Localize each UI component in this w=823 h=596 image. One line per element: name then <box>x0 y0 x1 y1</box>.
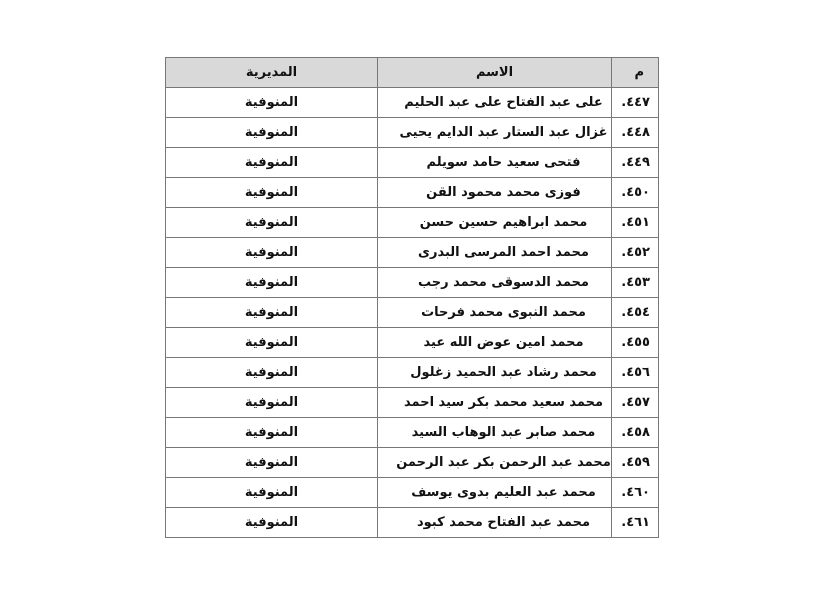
row-name: محمد ابراهيم حسين حسن <box>378 208 612 238</box>
row-number: ٤٤٧. <box>612 88 659 118</box>
row-directorate: المنوفية <box>166 118 378 148</box>
row-number: ٤٥١. <box>612 208 659 238</box>
row-name: على عبد الفتاح على عبد الحليم <box>378 88 612 118</box>
table-row <box>166 268 659 298</box>
table-row <box>166 418 659 448</box>
row-name: فوزى محمد محمود القن <box>378 178 612 208</box>
table-row <box>166 208 659 238</box>
row-directorate: المنوفية <box>166 448 378 478</box>
row-directorate: المنوفية <box>166 268 378 298</box>
table-row <box>166 388 659 418</box>
table-row <box>166 298 659 328</box>
table-row <box>166 238 659 268</box>
row-number: ٤٥٩. <box>612 448 659 478</box>
row-name: غزال عبد الستار عبد الدايم يحيى <box>378 118 612 148</box>
table-header-row <box>166 58 659 88</box>
row-number: ٤٦١. <box>612 508 659 538</box>
row-directorate: المنوفية <box>166 238 378 268</box>
row-number: ٤٥٥. <box>612 328 659 358</box>
table-row <box>166 148 659 178</box>
row-name: فتحى سعيد حامد سويلم <box>378 148 612 178</box>
row-directorate: المنوفية <box>166 178 378 208</box>
row-directorate: المنوفية <box>166 358 378 388</box>
names-table <box>165 57 659 538</box>
row-name: محمد سعيد محمد بكر سيد احمد <box>378 388 612 418</box>
row-name: محمد امين عوض الله عيد <box>378 328 612 358</box>
row-directorate: المنوفية <box>166 388 378 418</box>
row-name: محمد عبد الفتاح محمد كبود <box>378 508 612 538</box>
row-name: محمد الدسوقى محمد رجب <box>378 268 612 298</box>
row-directorate: المنوفية <box>166 88 378 118</box>
row-directorate: المنوفية <box>166 298 378 328</box>
header-num: م <box>612 58 659 88</box>
row-name: محمد احمد المرسى البدرى <box>378 238 612 268</box>
row-number: ٤٥٦. <box>612 358 659 388</box>
table-row <box>166 508 659 538</box>
row-directorate: المنوفية <box>166 208 378 238</box>
row-name: محمد عبد العليم بدوى يوسف <box>378 478 612 508</box>
row-number: ٤٤٩. <box>612 148 659 178</box>
row-directorate: المنوفية <box>166 328 378 358</box>
row-directorate: المنوفية <box>166 508 378 538</box>
header-name: الاسم <box>378 58 612 88</box>
row-directorate: المنوفية <box>166 148 378 178</box>
row-name: محمد رشاد عبد الحميد زغلول <box>378 358 612 388</box>
row-name: محمد النبوى محمد فرحات <box>378 298 612 328</box>
table-row <box>166 448 659 478</box>
table-body <box>166 88 659 538</box>
row-number: ٤٥٤. <box>612 298 659 328</box>
table-row <box>166 358 659 388</box>
table-row <box>166 118 659 148</box>
row-number: ٤٥٧. <box>612 388 659 418</box>
table-row <box>166 328 659 358</box>
row-directorate: المنوفية <box>166 478 378 508</box>
row-number: ٤٥٨. <box>612 418 659 448</box>
row-name: محمد صابر عبد الوهاب السيد <box>378 418 612 448</box>
row-directorate: المنوفية <box>166 418 378 448</box>
row-name: محمد عبد الرحمن بكر عبد الرحمن <box>378 448 612 478</box>
row-number: ٤٥٢. <box>612 238 659 268</box>
row-number: ٤٦٠. <box>612 478 659 508</box>
row-number: ٤٥٣. <box>612 268 659 298</box>
table-row <box>166 88 659 118</box>
table-row <box>166 478 659 508</box>
row-number: ٤٥٠. <box>612 178 659 208</box>
table-row <box>166 178 659 208</box>
row-number: ٤٤٨. <box>612 118 659 148</box>
header-directorate: المديرية <box>166 58 378 88</box>
